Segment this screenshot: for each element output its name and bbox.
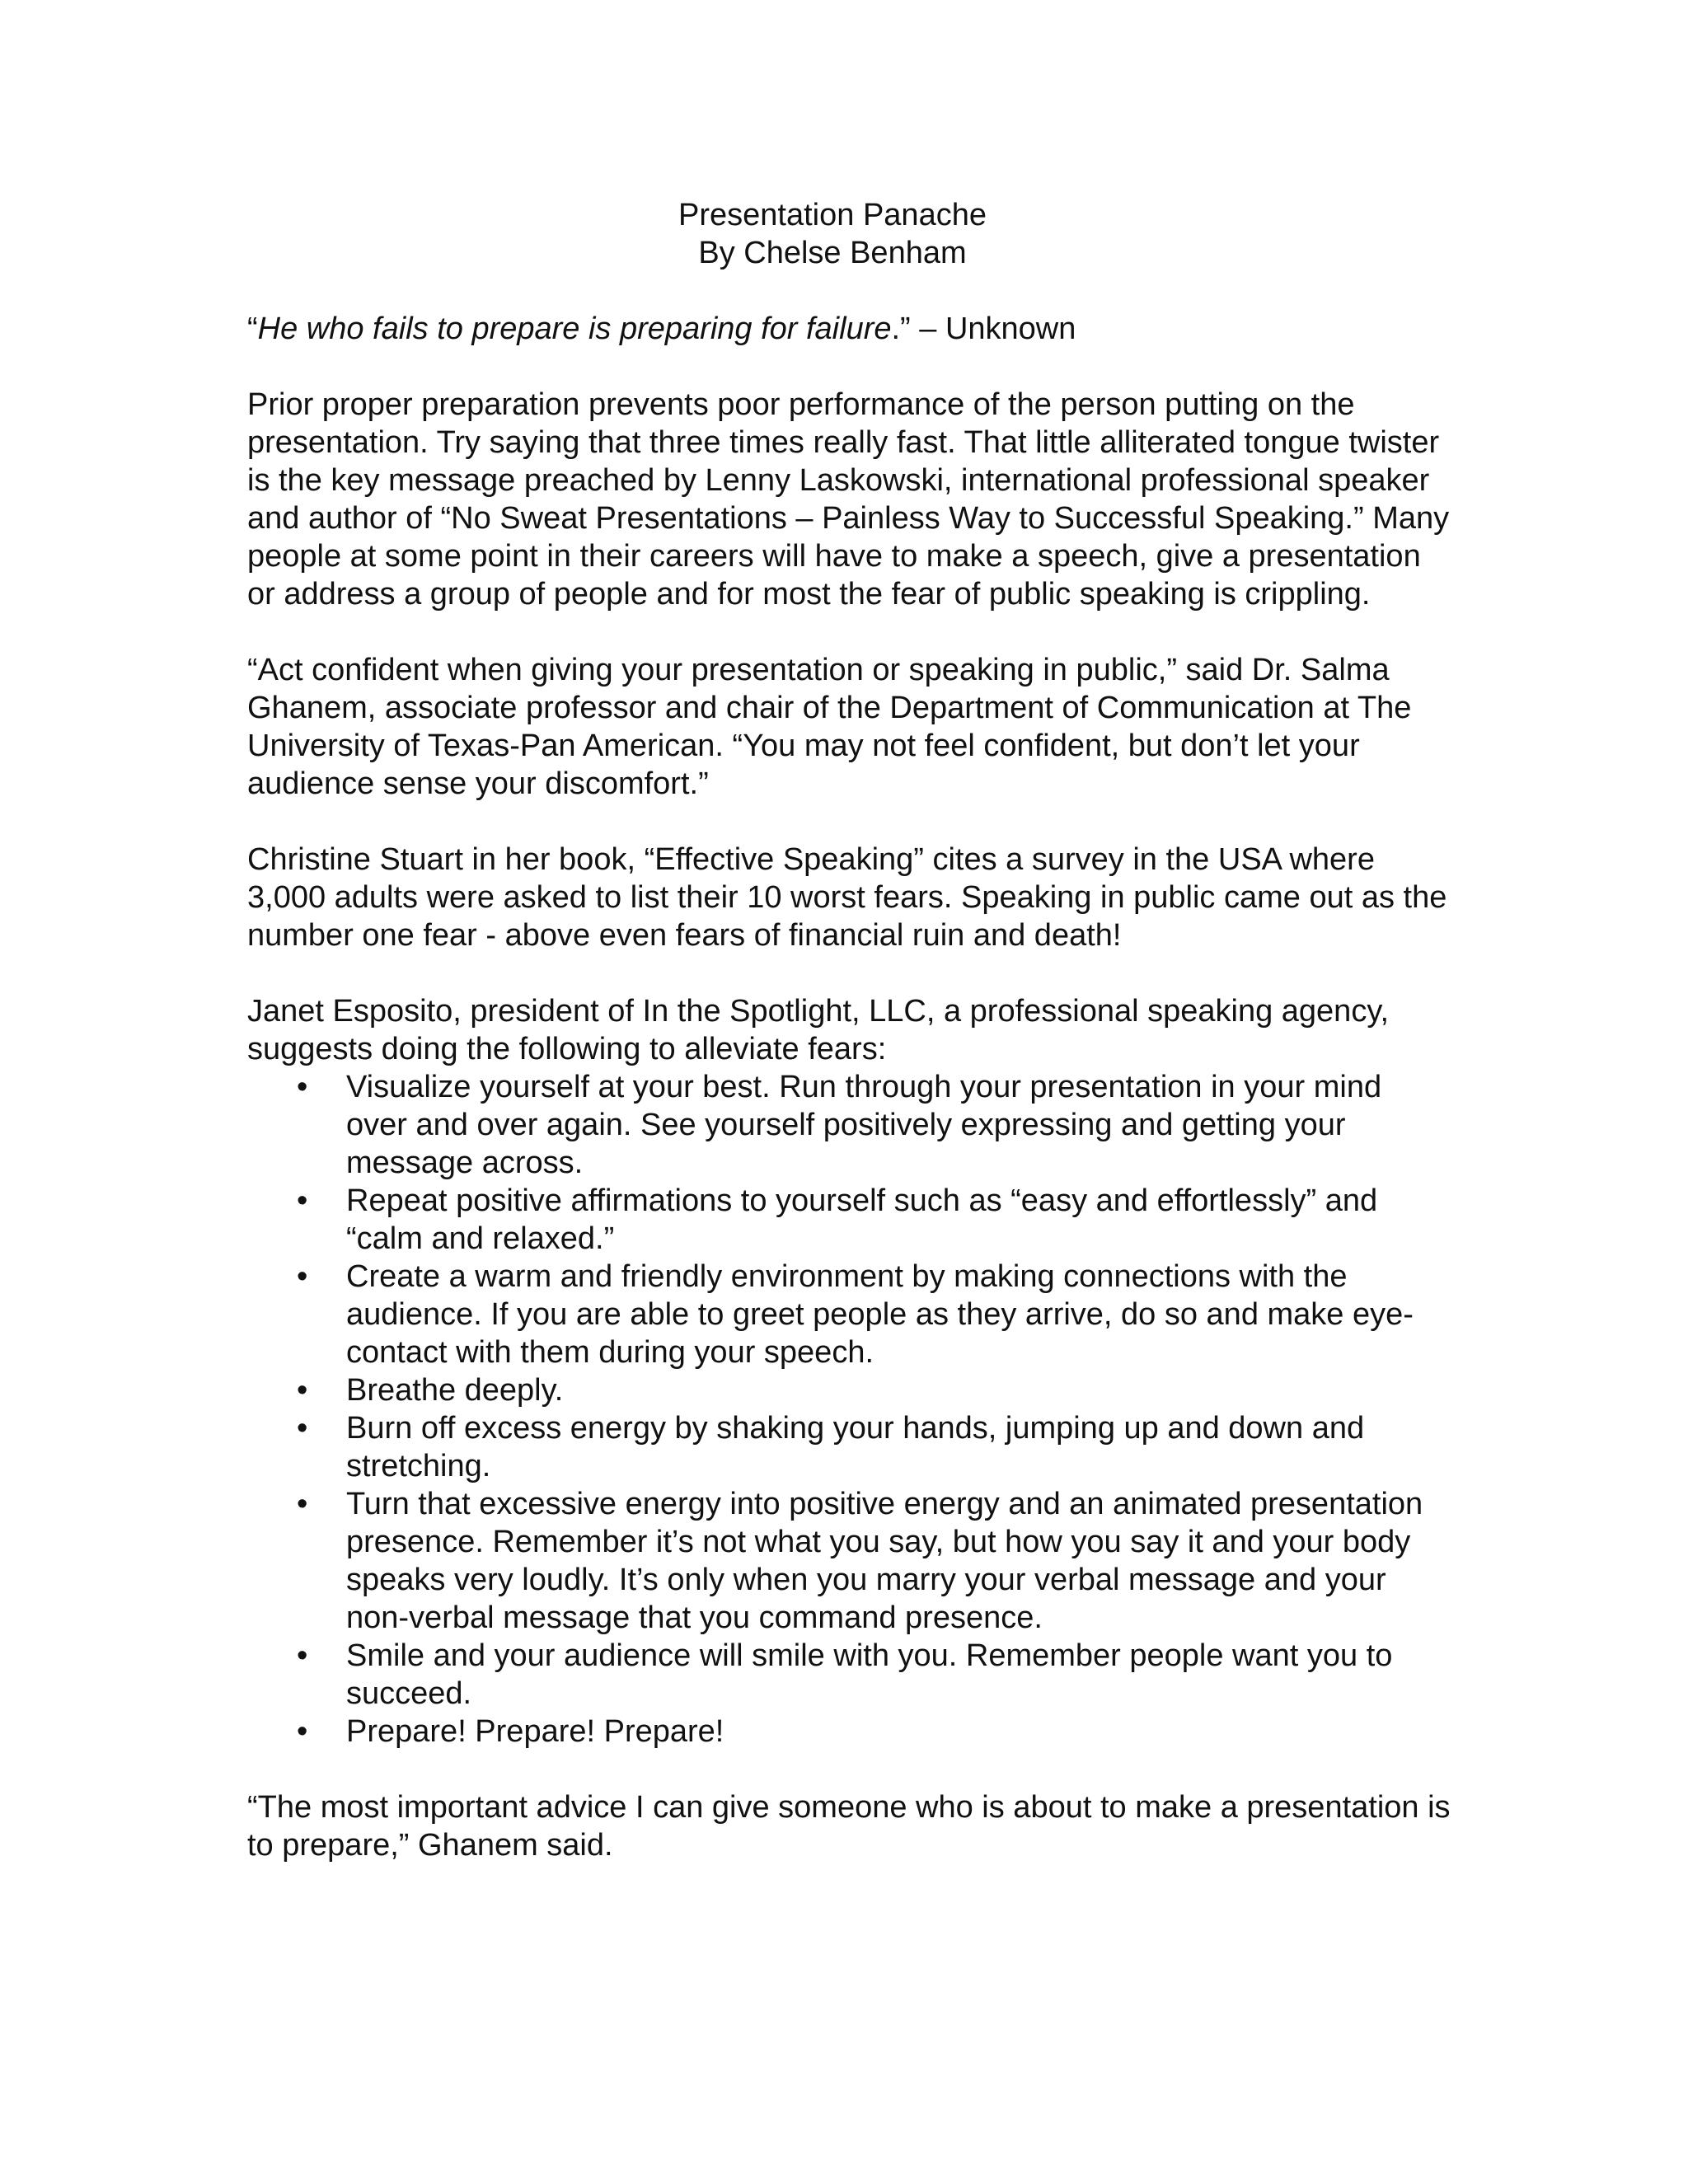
title-block (247, 196, 1418, 272)
epigraph-attribution: .” – Unknown (891, 312, 1076, 346)
paragraph-ghanem-quote: “Act confident when giving your presentation or speaking in public,” said Dr. Salma Ghanem, associate professor and chair of the Department of Communication at The University of Texas-Pan American. “You may not feel confident, but don’t let your audience sense your discomfort.” (247, 653, 1412, 801)
bullet-icon: • (297, 1070, 308, 1104)
list-item-text: Visualize yourself at your best. Run through your presentation in your mind over and over again. See yourself positively expressing and getting your message across. (346, 1070, 1382, 1180)
epigraph-open-quote: “ (247, 312, 258, 346)
byline: By Chelse Benham (698, 236, 967, 270)
paragraph-intro: Prior proper preparation prevents poor performance of the person putting on the presentation. Try saying that three times really fast. That little alliterated tongue twister is the key message preached by Lenny Laskowski, international professional speaker and author of “No Sweat Presentations – Painless Way to Successful Speaking.” Many people at some point in their careers will have to make a speech, give a presentation or address a group of people and for most the fear of public speaking is crippling. (247, 387, 1450, 612)
bullet-icon: • (297, 1259, 308, 1294)
list-item-text: Repeat positive affirmations to yourself such as “easy and effortlessly” and “calm and relaxed.” (346, 1183, 1378, 1256)
epigraph (247, 310, 1451, 348)
tips-list (247, 1068, 1451, 1750)
list-item (247, 1713, 1451, 1750)
bullet-icon: • (297, 1373, 308, 1408)
bullet-icon: • (297, 1487, 308, 1521)
list-item (247, 1409, 1451, 1485)
paragraph-closing: “The most important advice I can give someone who is about to make a presentation is to prepare,” Ghanem said. (247, 1790, 1451, 1863)
document-body (247, 196, 1451, 1864)
bullet-icon: • (297, 1411, 308, 1446)
list-item (247, 1068, 1451, 1182)
list-item (247, 1182, 1451, 1258)
list-item-text: Turn that excessive energy into positive energy and an animated presentation presence. Remember it’s not what you say, but how you say it and your body speaks very loudly. It’s only when you marry your verbal message and your non-verbal message that you command presence. (346, 1487, 1423, 1635)
list-item-text: Smile and your audience will smile with you. Remember people want you to succeed. (346, 1638, 1393, 1711)
paragraph-esposito: Janet Esposito, president of In the Spotlight, LLC, a professional speaking agency, suggests doing the following to alleviate fears: (247, 994, 1390, 1066)
list-item (247, 1637, 1451, 1713)
list-item-text: Prepare! Prepare! Prepare! (346, 1714, 724, 1749)
bullet-icon: • (297, 1638, 308, 1673)
list-item-text: Burn off excess energy by shaking your hands, jumping up and down and stretching. (346, 1411, 1365, 1483)
list-item (247, 1371, 1451, 1409)
list-item (247, 1258, 1451, 1371)
paragraph-survey: Christine Stuart in her book, “Effective Speaking” cites a survey in the USA where 3,000 adults were asked to list their 10 worst fears. Speaking in public came out as the number one fear - above even fears of financial ruin and death! (247, 842, 1447, 953)
bullet-icon: • (297, 1183, 308, 1218)
bullet-icon: • (297, 1714, 308, 1749)
epigraph-quote: He who fails to prepare is preparing for failure (257, 312, 892, 346)
list-item-text: Create a warm and friendly environment by making connections with the audience. If you are able to greet people as they arrive, do so and make eye-contact with them during your speech. (346, 1259, 1414, 1370)
list-item (247, 1485, 1451, 1637)
document-title: Presentation Panache (678, 198, 987, 232)
list-item-text: Breathe deeply. (346, 1373, 564, 1408)
